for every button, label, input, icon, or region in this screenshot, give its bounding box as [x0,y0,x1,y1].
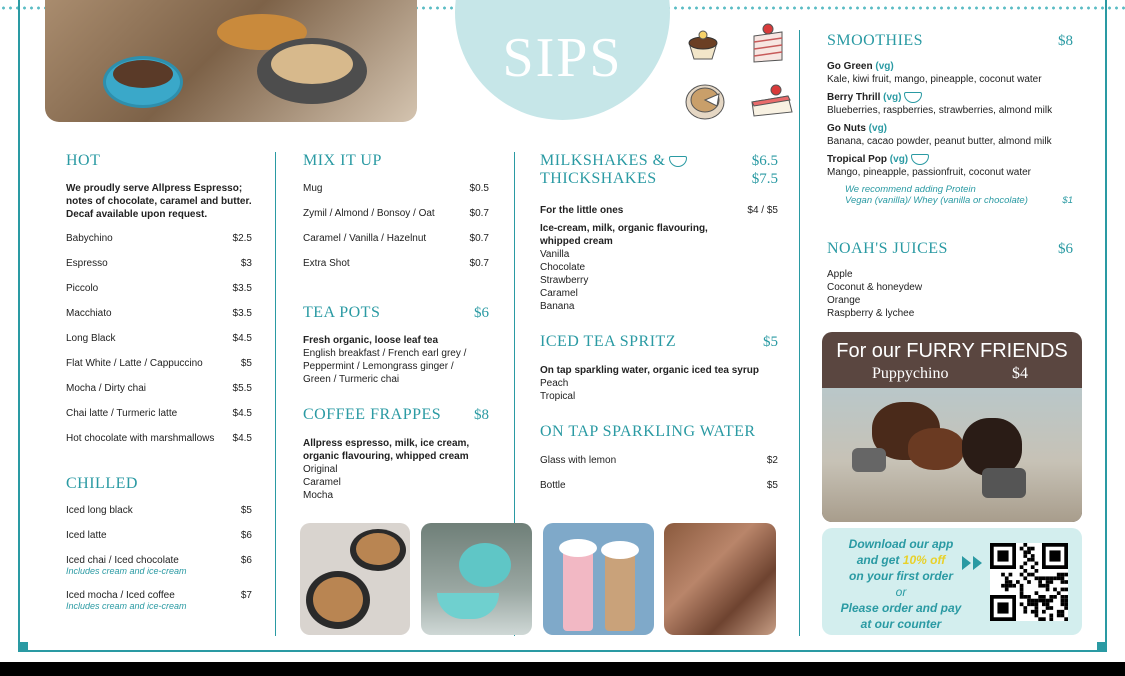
mix-heading: MIX IT UP [303,152,382,169]
spritz-price: $5 [763,334,778,350]
vegan-tag: (vg) [889,154,909,165]
price-row-line [66,505,252,516]
item-price: $6 [240,530,252,541]
coffee-croissant-photo [45,0,417,122]
price-row-line [303,208,489,219]
smoothie-name-line [827,122,1073,135]
price-row-line [66,358,252,369]
item-name: Iced latte [66,530,107,541]
item-name: Bottle [540,480,566,491]
column-divider [275,152,276,636]
little-ones-price: $4 / $5 [747,205,778,216]
cheesecake-icon [748,80,796,120]
flavour: Strawberry [540,275,589,286]
app-line: Download our app [848,537,954,551]
mix-section [303,152,489,283]
price-row [66,408,252,419]
smoothie-item [827,60,1073,86]
intro-line: notes of chocolate, caramel and butter. [66,196,252,207]
smoothie-name-line [827,153,1073,166]
price-row [66,283,252,294]
price-row-line [303,183,489,194]
price-row-line [66,233,252,244]
flavour: Banana [540,301,575,312]
furry-title: For our FURRY FRIENDS [836,340,1068,362]
milkshakes-heading: MILKSHAKES & [540,152,687,170]
protein-note-line: Vegan (vanilla)/ Whey (vanilla or chocolate) [845,195,1028,206]
app-line: Please order and pay [840,601,962,615]
item-price: $2.5 [232,233,252,244]
latte-art-photo [300,523,410,635]
price-row [66,233,252,244]
hot-intro [66,182,252,221]
price-row [66,358,252,369]
item-price: $7 [240,590,252,601]
chilled-list [66,505,252,611]
hot-section [66,152,252,458]
frappes-heading: COFFEE FRAPPES [303,406,442,423]
price-row-line [66,383,252,394]
spritz-heading: ICED TEA SPRITZ [540,333,677,350]
item-price: $6 [240,555,252,566]
chilled-heading: CHILLED [66,475,138,492]
item-price: $3 [240,258,252,269]
column-divider [799,30,800,636]
app-text [826,536,976,632]
price-row [66,258,252,269]
spritz-line: Tropical [540,391,576,402]
item-name: Piccolo [66,283,99,294]
frappes-bold: organic flavouring, whipped cream [303,451,469,462]
corner-mark [1097,642,1107,652]
flavour: Caramel [540,288,578,299]
price-row-line [540,480,778,491]
item-name: Caramel / Vanilla / Hazelnut [303,233,427,244]
item-note: Includes cream and ice-cream [66,601,187,611]
frappes-line: Caramel [303,477,341,488]
juice-item: Apple [827,269,853,280]
frappes-line: Original [303,464,338,475]
item-price: $4.5 [232,408,252,419]
item-price: $3.5 [232,283,252,294]
price-row [303,183,489,194]
teapots-line: Peppermint / Lemongrass ginger / [303,361,454,372]
item-name: Flat White / Latte / Cappuccino [66,358,203,369]
item-name: Long Black [66,333,116,344]
smoothie-item [827,122,1073,148]
item-name: Chai latte / Turmeric latte [66,408,178,419]
smoothie-name: Tropical Pop [827,154,888,165]
item-price: $5.5 [232,383,252,394]
price-row-line [66,433,252,444]
teapots-heading: TEA POTS [303,304,381,321]
item-price: $0.7 [469,208,489,219]
cupcake-icon [684,28,722,62]
hot-list [66,233,252,444]
page-title: SIPS [502,27,623,89]
spritz-bold: On tap sparkling water, organic iced tea syrup [540,365,759,376]
smoothie-desc: Banana, cacao powder, peanut butter, almond milk [827,136,1052,147]
item-price: $3.5 [232,308,252,319]
intro-line: We proudly serve Allpress Espresso; [66,183,243,194]
price-row [66,590,252,611]
chilled-section [66,475,252,625]
pie-icon [683,78,727,122]
milkshakes-bold: whipped cream [540,236,613,247]
cup-icon [911,154,929,165]
juices-price: $6 [1058,241,1073,257]
juice-item: Raspberry & lychee [827,308,915,319]
flavour: Vanilla [540,249,570,260]
price-row [66,433,252,444]
juice-item: Coconut & honeydew [827,282,923,293]
hot-heading: HOT [66,152,101,169]
item-price: $0.7 [469,233,489,244]
sparkling-heading: ON TAP SPARKLING WATER [540,423,756,440]
price-row-line [66,408,252,419]
item-price: $5 [240,358,252,369]
item-price: $5 [766,480,778,491]
price-row [66,333,252,344]
price-row-line [66,333,252,344]
item-name: Extra Shot [303,258,350,269]
price-row-line [66,590,252,601]
cup-right-foam [271,44,353,84]
corner-mark [18,642,28,652]
flavour: Chocolate [540,262,586,273]
item-name: Iced mocha / Iced coffee [66,590,175,601]
price-row-line [66,530,252,541]
teapots-section [303,304,489,386]
smoothie-list [827,60,1073,179]
cup-icon [669,156,687,167]
item-name: Zymil / Almond / Bonsoy / Oat [303,208,435,219]
milkshakes-photo [543,523,654,635]
price-row [66,505,252,516]
price-row [66,530,252,541]
smoothies-section [827,32,1073,206]
smoothie-item [827,153,1073,179]
app-line: at our counter [860,617,942,631]
price-row-line [303,233,489,244]
smoothies-heading: SMOOTHIES [827,32,924,49]
price-row [540,480,778,491]
protein-note-line: We recommend adding Protein [845,184,976,195]
price-row-line [66,283,252,294]
dogs-photo [822,388,1082,522]
protein-note [827,184,1073,206]
app-line: and get 10% off [856,553,946,567]
item-price: $5 [240,505,252,516]
price-row-line [540,455,778,466]
smoothie-name-line [827,60,1073,73]
smoothie-name: Go Green [827,61,873,72]
cake-photo [664,523,776,635]
price-row [540,455,778,466]
teapots-line: Green / Turmeric chai [303,374,400,385]
price-row-line [66,555,252,566]
item-name: Mug [303,183,323,194]
item-name: Glass with lemon [540,455,617,466]
thickshakes-price: $7.5 [751,171,778,187]
cup-left-foam [113,60,173,88]
item-name: Iced chai / Iced chocolate [66,555,179,566]
smoothie-desc: Blueberries, raspberries, strawberries, almond milk [827,105,1053,116]
price-row [303,258,489,269]
teapots-price: $6 [474,305,489,321]
item-price: $0.7 [469,258,489,269]
smoothie-name: Berry Thrill [827,92,881,103]
price-row [303,208,489,219]
milkshakes-price: $6.5 [751,153,778,169]
price-row [66,383,252,394]
app-promo [822,528,1082,635]
milkshakes-section [540,152,778,313]
price-row-line [303,258,489,269]
smoothie-item [827,91,1073,117]
cup-icon [904,92,922,103]
item-price: $4.5 [232,333,252,344]
item-price: $4.5 [232,433,252,444]
item-name: Hot chocolate with marshmallows [66,433,215,444]
smoothie-desc: Kale, kiwi fruit, mango, pineapple, coconut water [827,74,1042,85]
cake-slice-icon [748,20,788,66]
item-name: Espresso [66,258,108,269]
frappes-price: $8 [474,407,489,423]
frappes-section [303,406,489,502]
frappes-line: Mocha [303,490,334,501]
juices-heading: NOAH'S JUICES [827,240,948,257]
vegan-tag: (vg) [868,123,888,134]
price-row [66,308,252,319]
item-name: Mocha / Dirty chai [66,383,147,394]
price-row [303,233,489,244]
vegan-tag: (vg) [875,61,894,72]
app-line: on your first order [848,569,953,583]
puppychino-label: Puppychino [872,365,949,382]
price-row-line [66,308,252,319]
smoothie-name-line [827,91,1073,104]
qr-code-icon [990,543,1068,621]
teapots-bold: Fresh organic, loose leaf tea [303,335,439,346]
puppychino-price: $4 [1012,365,1028,382]
price-row-line [66,258,252,269]
mix-list [303,183,489,269]
juice-item: Orange [827,295,861,306]
play-arrows-icon [962,556,984,570]
smoothies-price: $8 [1058,33,1073,49]
vegan-tag: (vg) [883,92,902,103]
teapots-line: English breakfast / French earl grey / [303,348,467,359]
furry-friends-card [822,332,1082,522]
thickshakes-heading: THICKSHAKES [540,170,657,187]
little-ones-label: For the little ones [540,205,624,216]
item-name: Iced long black [66,505,133,516]
item-name: Macchiato [66,308,112,319]
milkshakes-bold: Ice-cream, milk, organic flavouring, [540,223,708,234]
item-note: Includes cream and ice-cream [66,566,187,576]
smoothie-desc: Mango, pineapple, passionfruit, coconut water [827,167,1032,178]
price-row [66,555,252,576]
item-name: Babychino [66,233,113,244]
spritz-section [540,333,778,403]
intro-line: Decaf available upon request. [66,209,208,220]
item-price: $2 [766,455,778,466]
sparkling-section [540,423,778,505]
protein-price: $1 [1062,195,1073,206]
juices-section [827,240,1073,320]
item-price: $0.5 [469,183,489,194]
app-or: or [895,585,907,599]
frappes-bold: Allpress espresso, milk, ice cream, [303,438,470,449]
sparkling-list [540,455,778,491]
teapot-photo [421,523,532,635]
spritz-line: Peach [540,378,569,389]
smoothie-name: Go Nuts [827,123,866,134]
